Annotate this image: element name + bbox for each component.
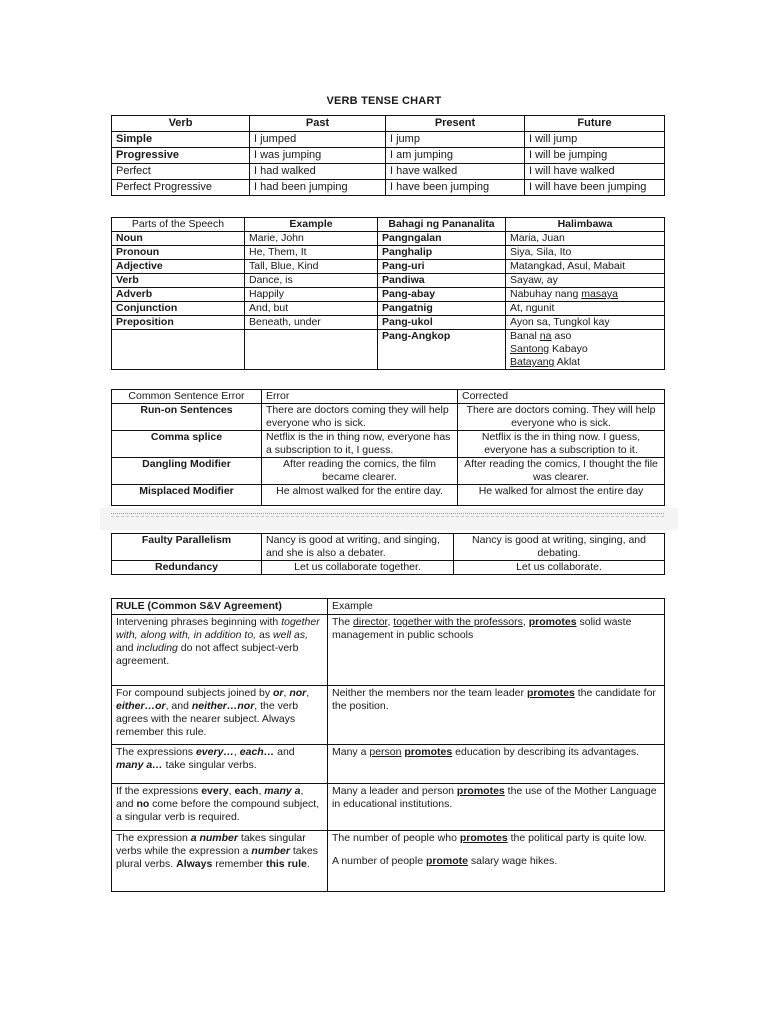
example-line (332, 855, 660, 868)
column-header (112, 599, 328, 615)
example-cell (328, 686, 665, 745)
page-break-line (111, 516, 664, 517)
table-row (112, 232, 665, 246)
table-cell (506, 330, 665, 370)
column-header: Common Sentence Error (112, 390, 262, 404)
table-cell: Verb (112, 274, 245, 288)
table-cell: Simple (112, 132, 250, 148)
example-text: solid waste management in public schools (332, 616, 632, 641)
example-text: Many a leader and person (332, 785, 457, 797)
rule-cell (112, 615, 328, 686)
table-cell: Beneath, under (245, 316, 378, 330)
table-row (112, 485, 665, 506)
table-cell: I jumped (250, 132, 386, 148)
page-title: VERB TENSE CHART (326, 95, 442, 107)
sv-agreement-table (111, 598, 664, 892)
table-cell: Misplaced Modifier (112, 485, 262, 506)
table-cell: I will have been jumping (525, 180, 665, 196)
table-cell: I jump (386, 132, 525, 148)
rule-text: takes plural verbs. (116, 845, 318, 870)
table-cell: Comma splice (112, 431, 262, 458)
sentence-errors-table-continued (111, 533, 664, 575)
table-row (112, 330, 665, 370)
angkop-example: Banal na aso (510, 330, 572, 342)
column-header: Halimbawa (506, 218, 665, 232)
rule-text: takes singular verbs while the expression a (116, 832, 306, 857)
table-row (112, 615, 665, 686)
table-cell: He, Them, It (245, 246, 378, 260)
example-text: promotes (526, 687, 575, 699)
table-cell: Let us collaborate together. (262, 561, 454, 575)
angkop-example: Batayang Aklat (510, 356, 581, 368)
table-cell: He almost walked for the entire day. (262, 485, 458, 506)
table-cell: Faulty Parallelism (112, 534, 262, 561)
table-cell (245, 330, 378, 370)
table-row (112, 164, 665, 180)
table-row (112, 404, 665, 431)
table-cell: Netflix is the in thing now. I guess, everyone has a subscription to it. (458, 431, 665, 458)
example-text: promote (425, 855, 468, 867)
rule-text: and (274, 746, 295, 758)
rule-text: including (136, 642, 178, 654)
rule-text: as (256, 629, 274, 641)
rule-text: every… (195, 746, 234, 758)
table-cell: Marie, John (245, 232, 378, 246)
rule-text: The expressions (116, 746, 196, 758)
table-cell: Pang-abay (378, 288, 506, 302)
rule-text: Intervening phrases beginning with (116, 616, 282, 628)
sentence-errors-table (111, 389, 664, 506)
table-header-row (112, 390, 665, 404)
example-text: The (332, 616, 354, 628)
table-cell: Netflix is the in thing now, everyone has a subscription to it, I guess. (262, 431, 458, 458)
rule-text: each… (239, 746, 275, 758)
table-row (112, 831, 665, 892)
table-cell: Pang-Angkop (378, 330, 506, 370)
rule-text: , (233, 746, 240, 758)
table-row (112, 302, 665, 316)
table-row (112, 561, 665, 575)
rule-text: , and (116, 785, 304, 810)
example-text: director (353, 616, 388, 628)
example-line (332, 832, 660, 845)
rule-text: , the verb agrees with the nearer subject. Always remember this rule. (116, 700, 299, 738)
example-text: , (387, 616, 394, 628)
table-cell: At, ngunit (506, 302, 665, 316)
column-header: Corrected (458, 390, 665, 404)
table-cell: Pronoun (112, 246, 245, 260)
table-cell: Run-on Sentences (112, 404, 262, 431)
table-cell: I will be jumping (525, 148, 665, 164)
example-text: education by describing its advantages. (452, 746, 640, 758)
rule-text: a number (190, 832, 238, 844)
example-text: Many a (332, 746, 370, 758)
rule-text: , (306, 687, 310, 699)
rule-text: and (116, 642, 137, 654)
example-text: salary wage hikes. (467, 855, 558, 867)
example-text: the political party is quite low. (507, 832, 647, 844)
rule-text: many a… (116, 759, 163, 771)
example-text: the candidate for the position. (332, 687, 656, 712)
example-text: the use of the Mother Language in educational institutions. (332, 785, 657, 810)
table-cell: I will have walked (525, 164, 665, 180)
column-header: Example (245, 218, 378, 232)
table-cell: Conjunction (112, 302, 245, 316)
example-text: Neither the members nor the team leader (332, 687, 527, 699)
table-header-row (112, 599, 665, 615)
table-cell: Noun (112, 232, 245, 246)
column-header: Bahagi ng Pananalita (378, 218, 506, 232)
example-text: promotes (404, 746, 453, 758)
example-text: promotes (459, 832, 508, 844)
table-row (112, 260, 665, 274)
table-row (112, 288, 665, 302)
rule-text: number (251, 845, 290, 857)
column-header: Past (250, 116, 386, 132)
table-cell: Pangngalan (378, 232, 506, 246)
page-break-line (111, 513, 664, 514)
table-row (112, 180, 665, 196)
rule-text: . (306, 858, 310, 870)
rule-text: For compound subjects joined by (116, 687, 274, 699)
table-cell: After reading the comics, I thought the file was clearer. (458, 458, 665, 485)
rule-text: Always (176, 858, 213, 870)
rule-text: well as, (273, 629, 309, 641)
table-header-row (112, 116, 665, 132)
example-text: together with the professors (393, 616, 523, 628)
table-row (112, 784, 665, 831)
table-row (112, 148, 665, 164)
table-cell: There are doctors coming they will help everyone who is sick. (262, 404, 458, 431)
verb-tense-table (111, 115, 664, 196)
rule-cell (112, 745, 328, 784)
table-row (112, 686, 665, 745)
rule-cell (112, 831, 328, 892)
table-cell: He walked for almost the entire day (458, 485, 665, 506)
column-header: Present (386, 116, 525, 132)
table-cell: Maria, Juan (506, 232, 665, 246)
rule-text: If the expressions (116, 785, 202, 797)
table-cell: Happily (245, 288, 378, 302)
rule-text: many a (264, 785, 301, 797)
rule-text: do not affect subject-verb agreement. (116, 642, 299, 667)
angkop-example: Santong Kabayo (510, 343, 588, 355)
example-text: A number of people (332, 855, 426, 867)
table-row (112, 274, 665, 288)
example-cell (328, 784, 665, 831)
table-row (112, 431, 665, 458)
table-cell (112, 330, 245, 370)
table-cell: Panghalip (378, 246, 506, 260)
table-cell: Let us collaborate. (454, 561, 665, 575)
table-cell: Preposition (112, 316, 245, 330)
rule-text: come before the compound subject, a singular verb is required. (116, 798, 320, 823)
table-cell: Siya, Sila, Ito (506, 246, 665, 260)
example-text: , (522, 616, 529, 628)
rule-text: or (273, 687, 284, 699)
example-text: promotes (528, 616, 577, 628)
table-row (112, 534, 665, 561)
table-cell: Pang-ukol (378, 316, 506, 330)
rule-text: take singular verbs. (162, 759, 257, 771)
column-header: Example (328, 599, 665, 615)
table-row (112, 458, 665, 485)
table-cell: Ayon sa, Tungkol kay (506, 316, 665, 330)
table-cell: After reading the comics, the film became clearer. (262, 458, 458, 485)
table-cell: Pandiwa (378, 274, 506, 288)
table-cell: I will jump (525, 132, 665, 148)
rule-text: either…or (116, 700, 166, 712)
rule-text: no (136, 798, 150, 810)
rule-cell (112, 784, 328, 831)
table-cell: Adverb (112, 288, 245, 302)
table-cell: Nabuhay nang masaya (506, 288, 665, 302)
rule-text: together with, along with, in addition to, (116, 616, 320, 641)
table-cell: I have been jumping (386, 180, 525, 196)
table-cell: Tall, Blue, Kind (245, 260, 378, 274)
table-cell: Dangling Modifier (112, 458, 262, 485)
table-row (112, 316, 665, 330)
column-header: Parts of the Speech (112, 218, 245, 232)
example-text: promotes (456, 785, 505, 797)
table-cell: Pangatnig (378, 302, 506, 316)
table-cell: I was jumping (250, 148, 386, 164)
column-header: Verb (112, 116, 250, 132)
table-row (112, 132, 665, 148)
rule-text: this rule (265, 858, 307, 870)
table-row (112, 246, 665, 260)
rule-text: each (234, 785, 259, 797)
example-cell (328, 615, 665, 686)
table-cell: I am jumping (386, 148, 525, 164)
table-header-row (112, 218, 665, 232)
table-cell: Redundancy (112, 561, 262, 575)
parts-of-speech-table (111, 217, 664, 370)
rule-cell (112, 686, 328, 745)
rule-text: nor (289, 687, 307, 699)
table-cell: Perfect Progressive (112, 180, 250, 196)
column-header: Future (525, 116, 665, 132)
rule-text: , (228, 785, 235, 797)
table-cell: I had been jumping (250, 180, 386, 196)
example-cell (328, 745, 665, 784)
rule-text: , and (165, 700, 192, 712)
example-text: The number of people who (332, 832, 460, 844)
example-cell (328, 831, 665, 892)
table-cell: Sayaw, ay (506, 274, 665, 288)
table-cell: Nancy is good at writing, and singing, and she is also a debater. (262, 534, 454, 561)
rule-text: , (283, 687, 290, 699)
table-cell: Perfect (112, 164, 250, 180)
example-text: person (369, 746, 402, 758)
table-cell: Progressive (112, 148, 250, 164)
table-cell: Matangkad, Asul, Mabait (506, 260, 665, 274)
table-cell: I had walked (250, 164, 386, 180)
rule-text: neither…nor (191, 700, 255, 712)
column-header: Error (262, 390, 458, 404)
table-cell: Pang-uri (378, 260, 506, 274)
rule-text: , (258, 785, 265, 797)
table-cell: Dance, is (245, 274, 378, 288)
rule-text: remember (212, 858, 266, 870)
table-cell: Adjective (112, 260, 245, 274)
table-cell: There are doctors coming. They will help everyone who is sick. (458, 404, 665, 431)
rule-header-label: RULE (Common S&V Agreement) (116, 600, 282, 612)
table-row (112, 745, 665, 784)
table-cell: Nancy is good at writing, singing, and debating. (454, 534, 665, 561)
rule-text: The expression (116, 832, 191, 844)
table-cell: I have walked (386, 164, 525, 180)
table-cell: And, but (245, 302, 378, 316)
page-break-band (100, 508, 678, 530)
rule-text: every (201, 785, 229, 797)
